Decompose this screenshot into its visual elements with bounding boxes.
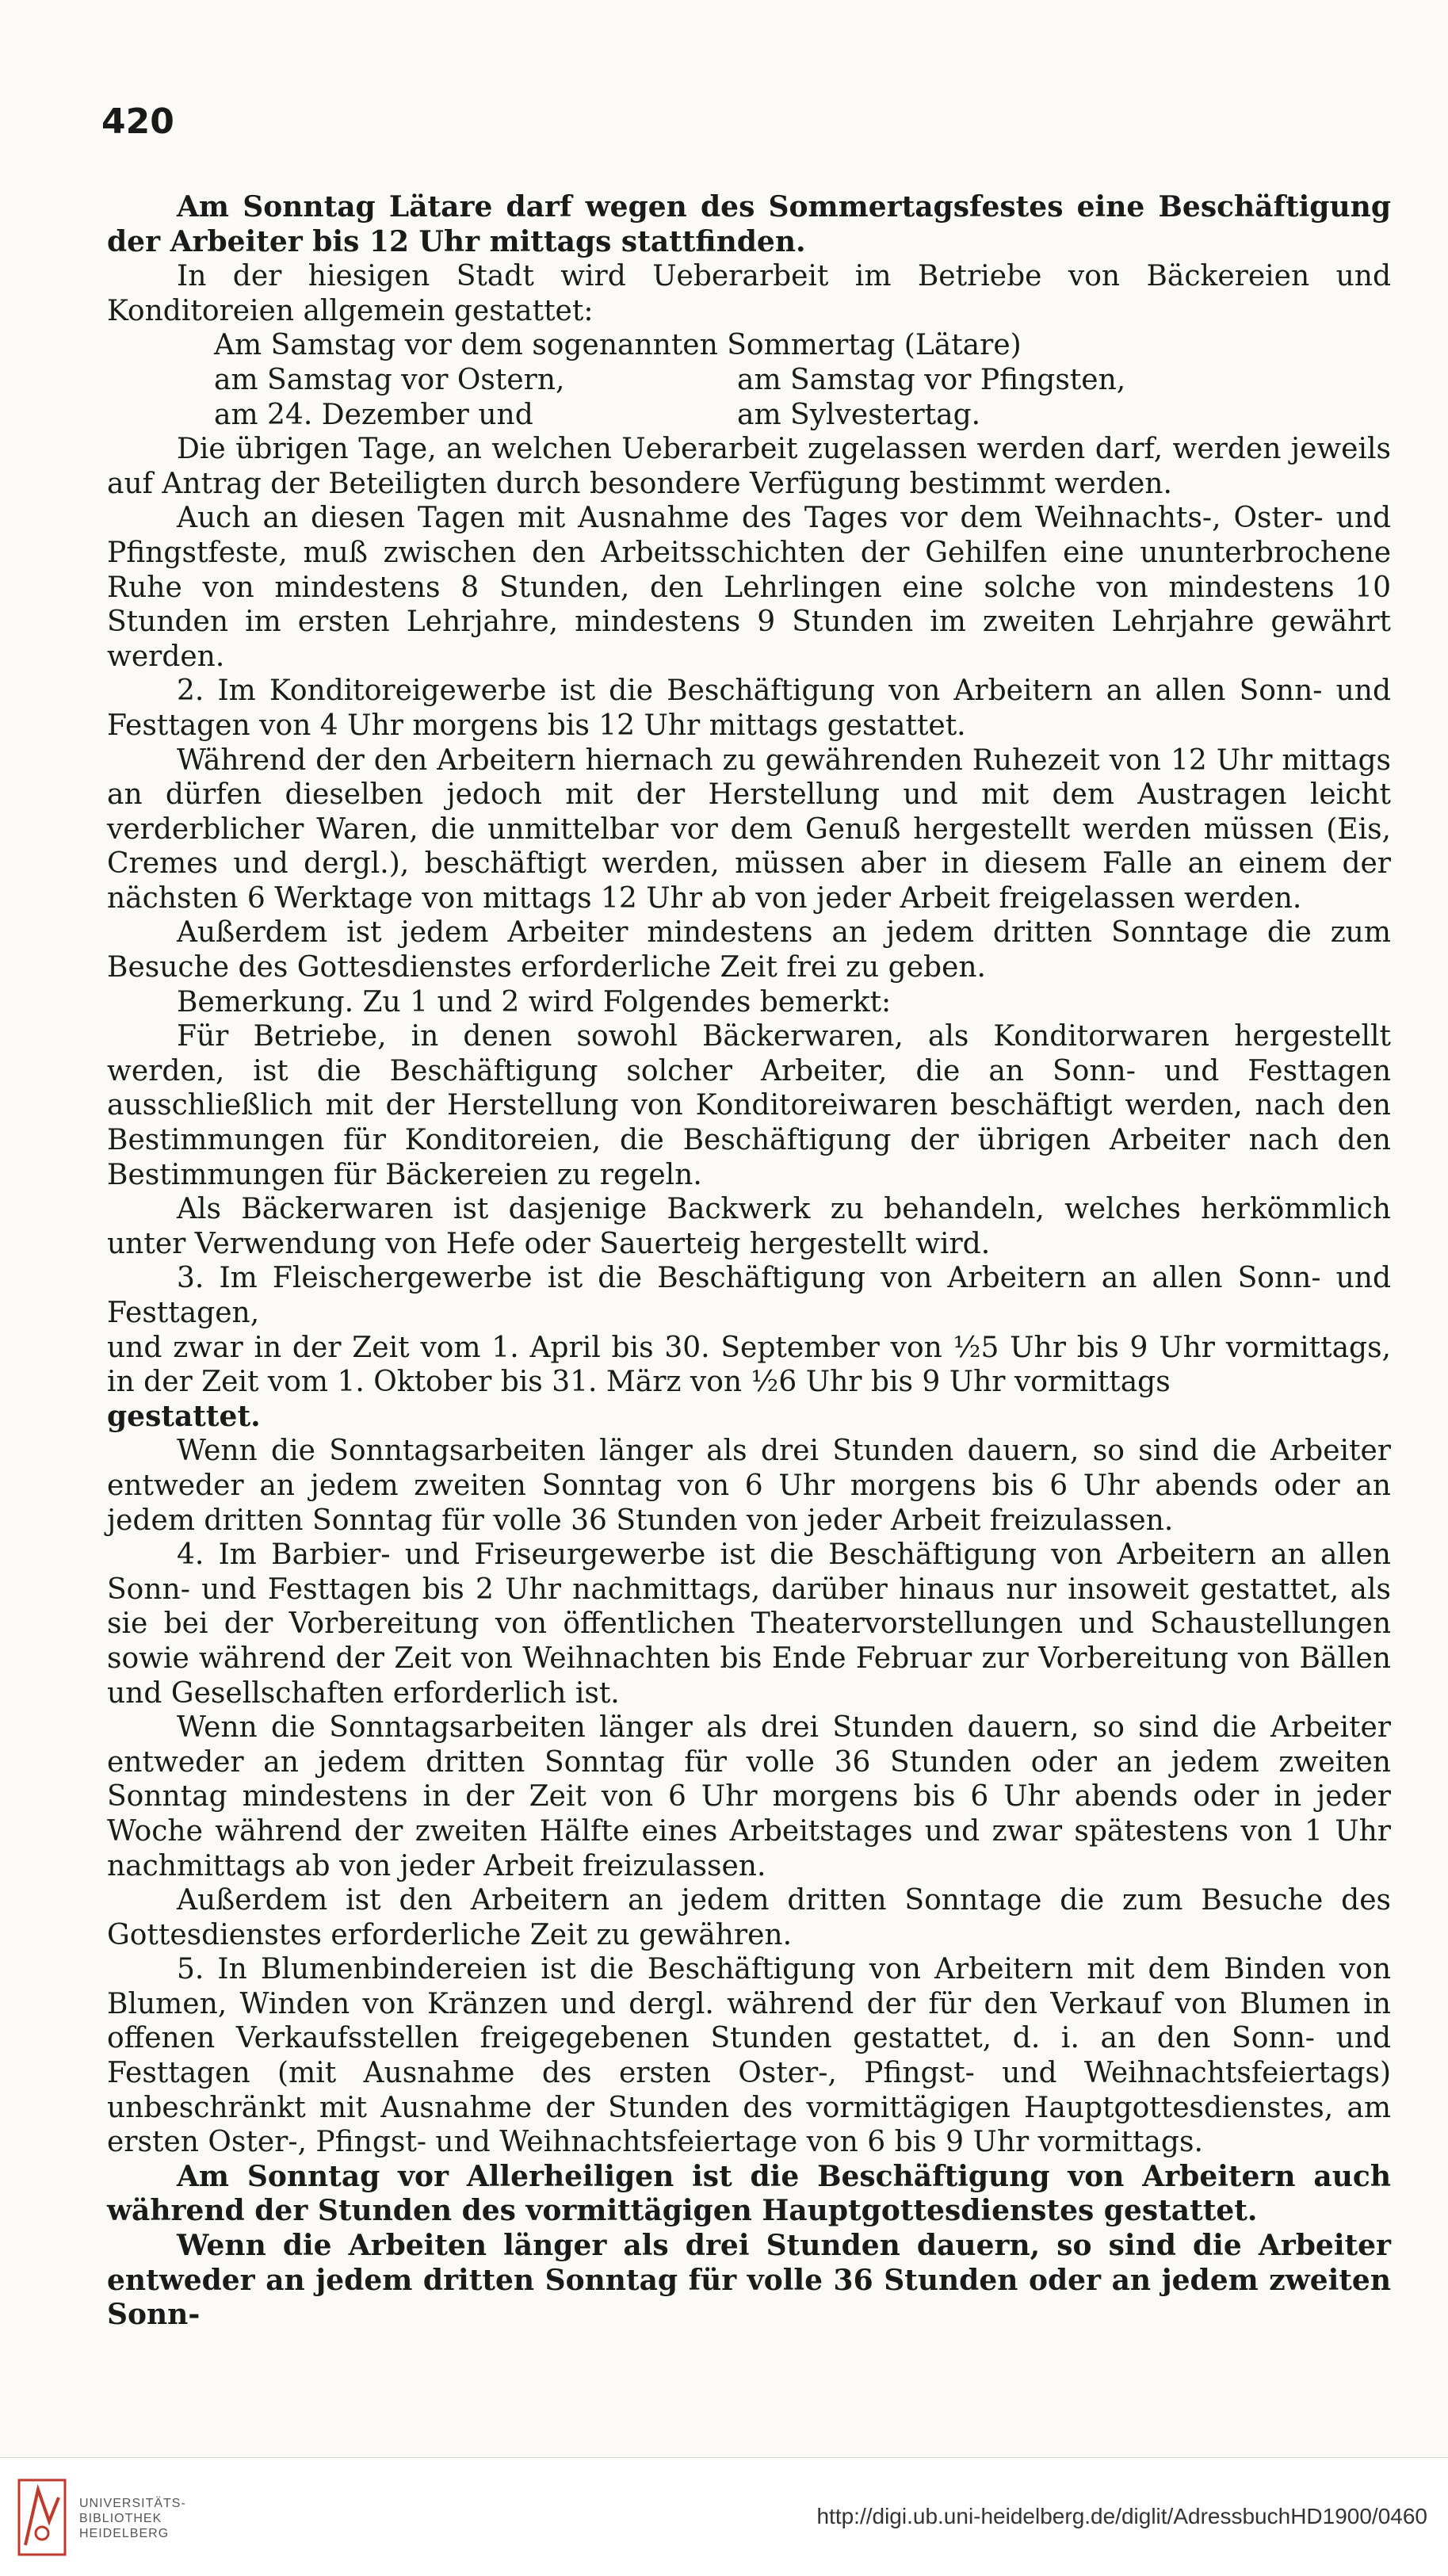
- paragraph: Als Bäckerwaren ist dasjenige Backwerk zu behandeln, welches herkömmlich unter Verwendung von Hefe oder Sauerteig hergestellt wird.: [107, 1193, 1391, 1260]
- paragraph: Die übrigen Tage, an welchen Ueberarbeit zugelassen werden darf, werden jeweils auf Antrag der Beteiligten durch besondere Verfügung bestimmt werden.: [107, 433, 1391, 500]
- date-item: am Samstag vor Ostern,: [214, 363, 565, 396]
- paragraph: 5. In Blumenbindereien ist die Beschäftigung von Arbeitern mit dem Binden von Blumen, Winden von Kränzen und dergl. während der für den Verkauf von Blumen in offenen Verkaufsstellen freigegebenen Stunden gestattet, d. i. an den Sonn- und Festtagen (mit Ausnahme des ersten Oster-, Pfingst- und Weihnachtsfeiertags) unbeschränkt mit Ausnahme der Stunden des vormittägigen Hauptgottesdienstes, am ersten Oster-, Pfingst- und Weihnachtsfeiertage von 6 bis 9 Uhr vormittags.: [107, 1953, 1391, 2159]
- library-line: HEIDELBERG: [79, 2527, 170, 2540]
- page-number: 420: [101, 101, 174, 142]
- date-row: [214, 363, 1292, 398]
- paragraph: Für Betriebe, in denen sowohl Bäckerwaren, als Konditorwaren hergestellt werden, ist die Beschäftigung solcher Arbeiter, die an Sonn- und Festtagen ausschließlich mit der Herstellung von Konditoreiwaren beschäftigt werden, nach den Bestimmungen für Konditoreien, die Beschäftigung der übrigen Arbeiter nach den Bestimmungen für Bäckereien zu regeln.: [107, 1020, 1391, 1191]
- paragraph: gestattet.: [107, 1399, 261, 1433]
- paragraph: 4. Im Barbier- und Friseurgewerbe ist die Beschäftigung von Arbeitern an allen Sonn- und Festtagen bis 2 Uhr nachmittags, darüber hinaus nur insoweit gestattet, als sie bei der Vorbereitung von öffentlichen Theatervorstellungen und Schaustellungen sowie während der Zeit von Weihnachten bis Ende Februar zur Vorbereitung von Bällen und Gesellschaften erforderlich ist.: [107, 1538, 1391, 1710]
- paragraph: Wenn die Sonntagsarbeiten länger als drei Stunden dauern, so sind die Arbeiter entweder an jedem dritten Sonntag für volle 36 Stunden oder an jedem zweiten Sonntag mindestens in der Zeit von 6 Uhr morgens bis 6 Uhr abends oder in jeder Woche während der zweiten Hälfte eines Arbeitstages und zwar spätestens von 1 Uhr nachmittags ab von jeder Arbeit freizulassen.: [107, 1711, 1391, 1882]
- library-line: BIBLIOTHEK: [79, 2512, 162, 2525]
- library-line: UNIVERSITÄTS-: [79, 2497, 186, 2510]
- paragraph: Während der den Arbeitern hiernach zu gewährenden Ruhezeit von 12 Uhr mittags an dürfen dieselben jedoch mit der Herstellung und mit dem Austragen leicht verderblicher Waren, die unmittelbar vor dem Genuß hergestellt werden müssen (Eis, Cremes und dergl.), beschäftigt werden, müssen aber in diesem Falle an einem der nächsten 6 Werktage von mittags 12 Uhr ab von jeder Arbeit freigelassen werden.: [107, 743, 1391, 915]
- paragraph: 2. Im Konditoreigewerbe ist die Beschäftigung von Arbeitern an allen Sonn- und Festtagen von 4 Uhr morgens bis 12 Uhr mittags gestattet.: [107, 675, 1391, 742]
- paragraph: 3. Im Fleischergewerbe ist die Beschäftigung von Arbeitern an allen Sonn- und Festtagen,: [107, 1262, 1391, 1329]
- footer-bar: [0, 2457, 1448, 2576]
- paragraph: Am Sonntag Lätare darf wegen des Sommertagsfestes eine Beschäftigung der Arbeiter bis 12 Uhr mittags stattfinden.: [107, 190, 1391, 258]
- paragraph: Am Sonntag vor Allerheiligen ist die Beschäftigung von Arbeitern auch während der Stunden des vormittägigen Hauptgottesdienstes gestattet.: [107, 2159, 1391, 2228]
- date-row: [214, 398, 1292, 433]
- remark-heading: Bemerkung. Zu 1 und 2 wird Folgendes bemerkt:: [177, 985, 892, 1019]
- date-item: am Sylvestertag.: [737, 398, 981, 431]
- paragraph: In der hiesigen Stadt wird Ueberarbeit im Betriebe von Bäckereien und Konditoreien allgemein gestattet:: [107, 260, 1391, 327]
- indented-block: und zwar in der Zeit vom 1. April bis 30. September von ½5 Uhr bis 9 Uhr vormittags, in der Zeit vom 1. Oktober bis 31. März von ½6 Uhr bis 9 Uhr vormittags: [107, 1331, 1391, 1399]
- paragraph: Auch an diesen Tagen mit Ausnahme des Tages vor dem Weihnachts-, Oster- und Pfingstfeste, muß zwischen den Arbeitsschichten der Gehilfen eine ununterbrochene Ruhe von mindestens 8 Stunden, den Lehrlingen eine solche von mindestens 10 Stunden im ersten Lehrjahre, mindestens 9 Stunden im zweiten Lehrjahre gewährt werden.: [107, 502, 1391, 673]
- university-seal-icon: [14, 2474, 70, 2561]
- paragraph: Außerdem ist den Arbeitern an jedem dritten Sonntage die zum Besuche des Gottesdienstes erforderliche Zeit zu gewähren.: [107, 1884, 1391, 1951]
- date-item: Am Samstag vor dem sogenannten Sommertag (Lätare): [214, 329, 1022, 362]
- date-item: am Samstag vor Pfingsten,: [737, 363, 1126, 396]
- paragraph: Wenn die Sonntagsarbeiten länger als drei Stunden dauern, so sind die Arbeiter entweder an jedem zweiten Sonntag von 6 Uhr morgens bis 6 Uhr abends oder an jedem dritten Sonntag für volle 36 Stunden von jeder Arbeit freizulassen.: [107, 1435, 1391, 1537]
- paragraph: Außerdem ist jedem Arbeiter mindestens an jedem dritten Sonntage die zum Besuche des Gottesdienstes erforderliche Zeit frei zu geben.: [107, 916, 1391, 984]
- body-text: [107, 190, 1391, 2333]
- source-link[interactable]: http://digi.ub.uni-heidelberg.de/diglit/AdressbuchHD1900/0460: [816, 2504, 1427, 2528]
- library-name: [79, 2496, 186, 2541]
- date-list: [214, 328, 1292, 432]
- paragraph: Wenn die Arbeiten länger als drei Stunden dauern, so sind die Arbeiter entweder an jedem dritten Sonntag für volle 36 Stunden oder an jedem zweiten Sonn-: [107, 2229, 1391, 2332]
- date-item: am 24. Dezember und: [214, 398, 533, 431]
